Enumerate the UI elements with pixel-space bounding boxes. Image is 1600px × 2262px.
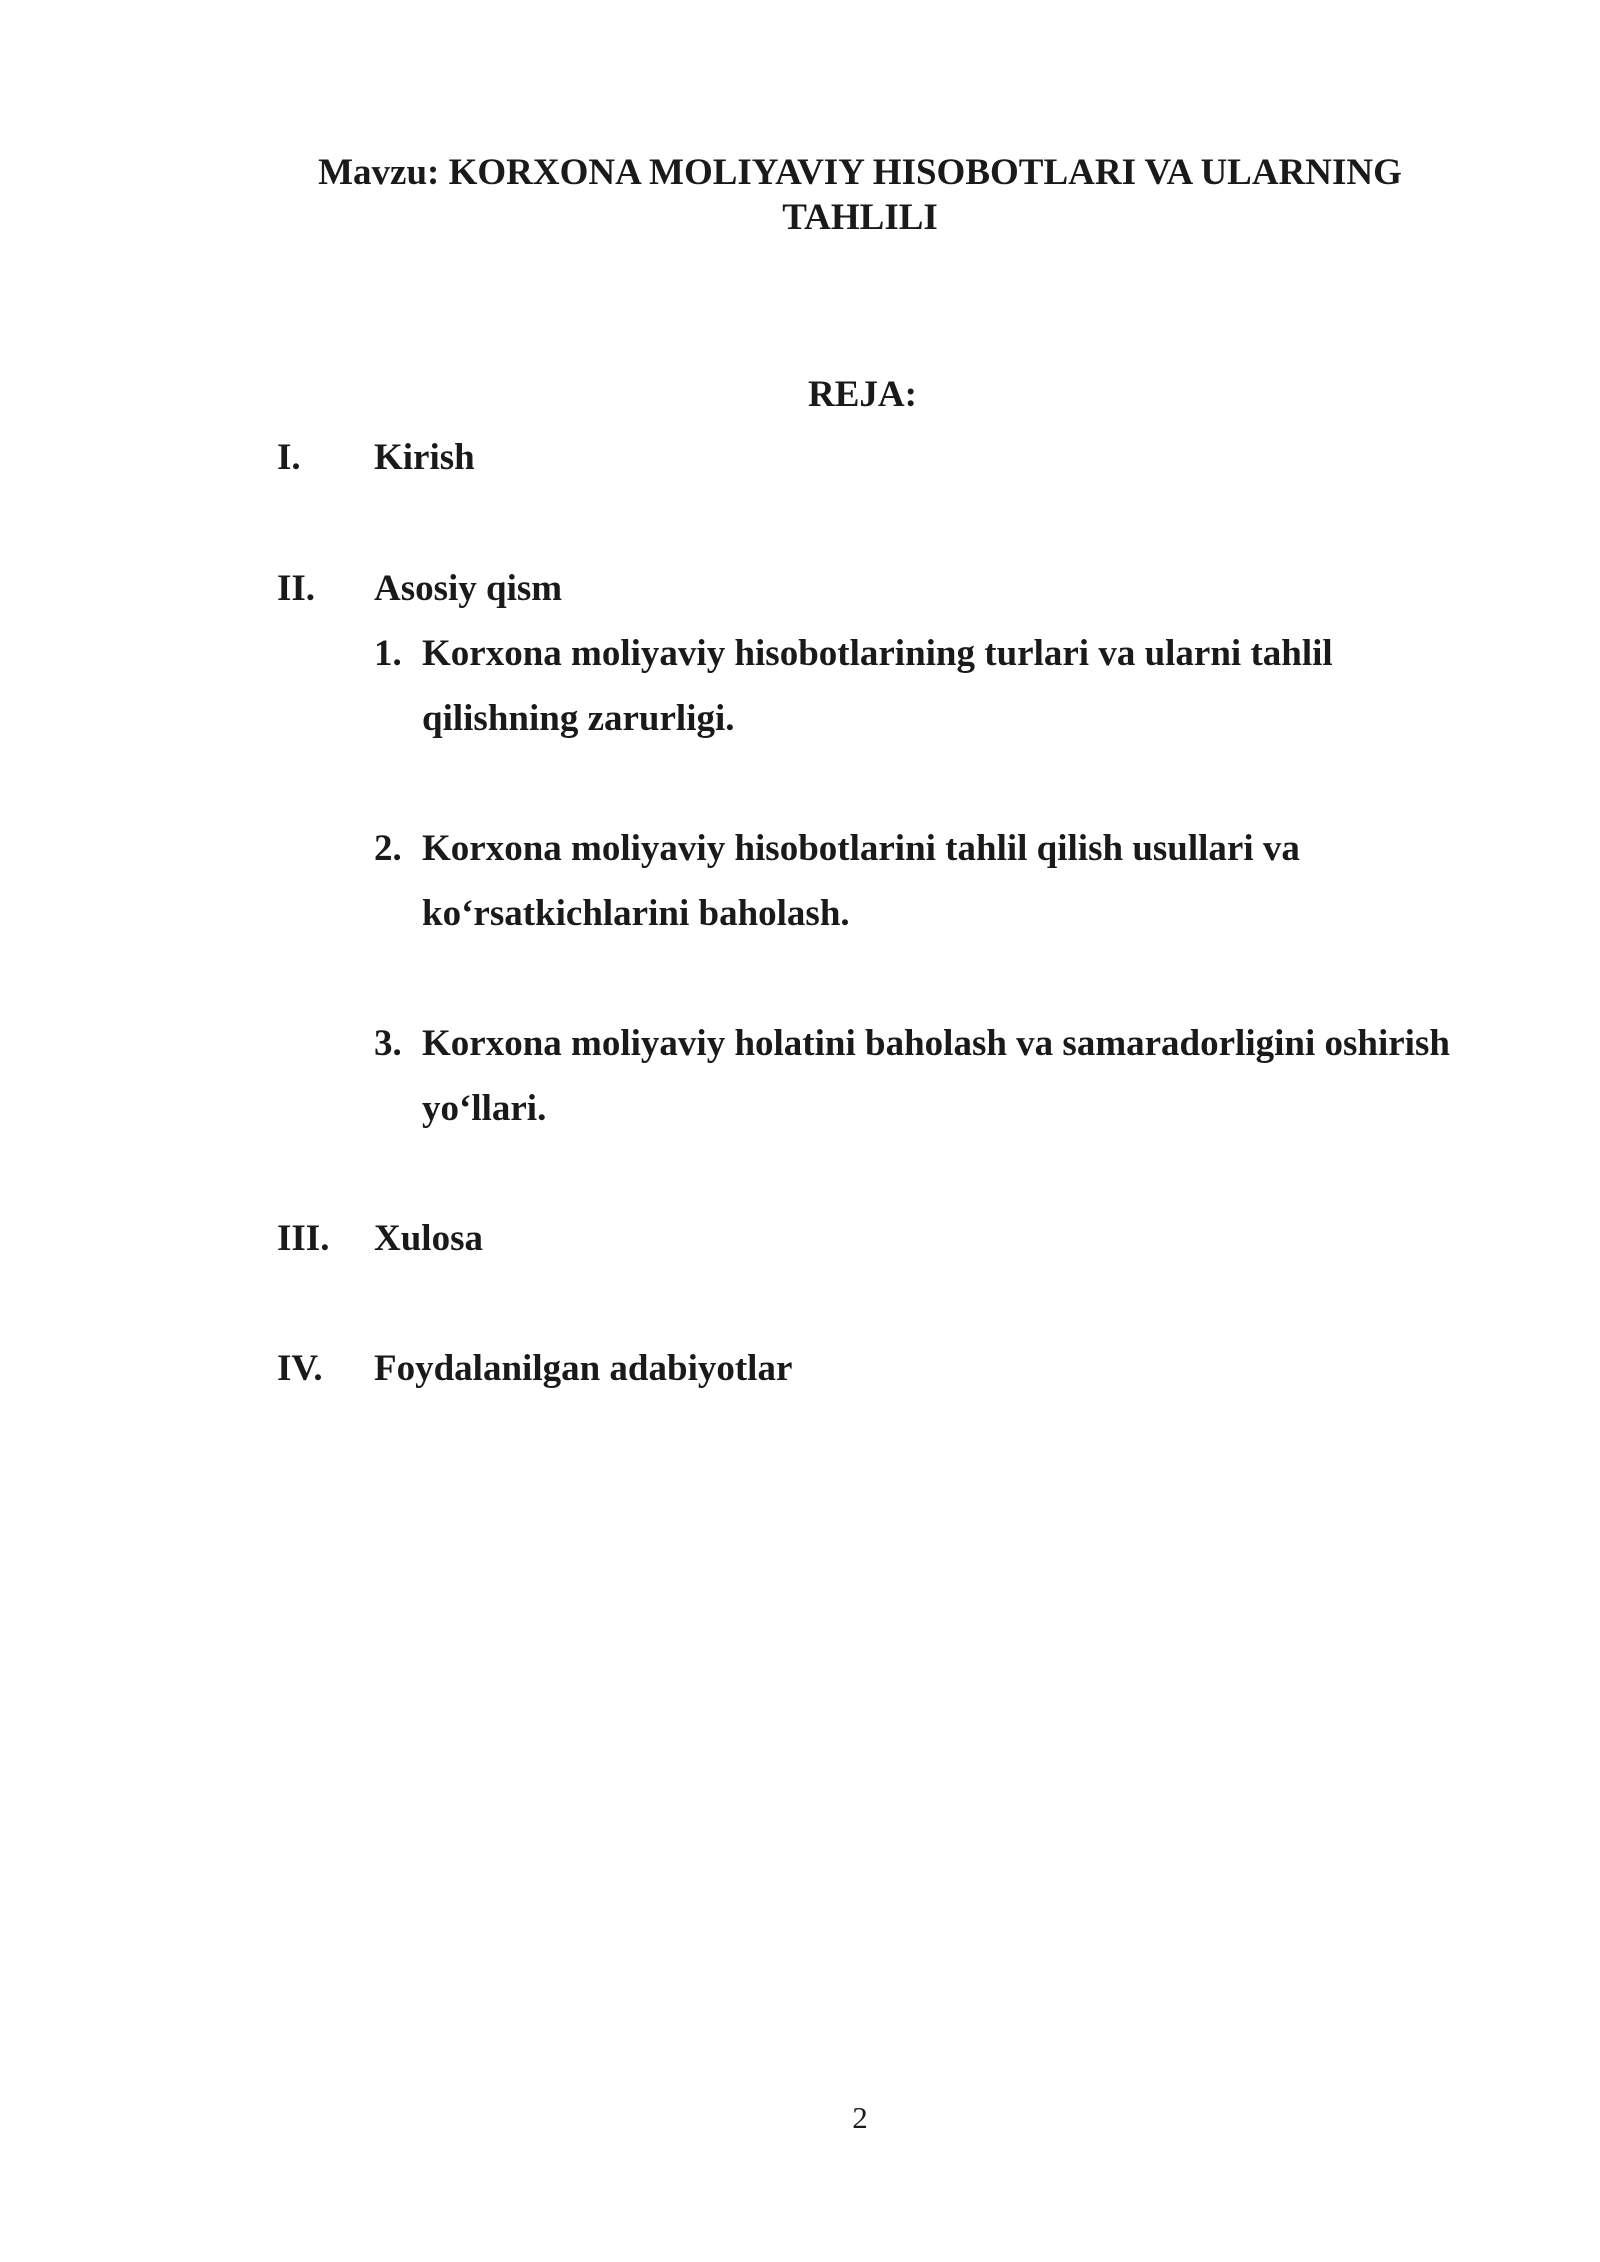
subsection-3-line-2: yo‘llari. [422, 1088, 547, 1129]
subsection-1-line-1: Korxona moliyaviy hisobotlarining turlari va ularni tahlil [422, 633, 1333, 674]
page-number: 2 [852, 2100, 868, 2135]
document-title [270, 150, 1450, 240]
plan-heading: REJA: [808, 374, 917, 415]
subsection-2-line-1: Korxona moliyaviy hisobotlarini tahlil qilish usullari va [422, 828, 1300, 869]
title-line-2: TAHLILI [782, 197, 938, 238]
subsection-2-line-2: ko‘rsatkichlarini baholash. [422, 893, 850, 934]
subsection-item-2 [422, 816, 1502, 946]
subsection-item-1 [422, 621, 1502, 751]
subsection-3-line-1: Korxona moliyaviy holatini baholash va samaradorligini oshirish [422, 1023, 1450, 1064]
section-numeral-4: IV. [277, 1348, 323, 1389]
subsection-1-line-2: qilishning zarurligi. [422, 698, 735, 739]
section-label-main: Asosiy qism [374, 568, 563, 609]
section-numeral-2: II. [277, 568, 316, 609]
subsection-item-3 [422, 1011, 1502, 1141]
title-line-1: Mavzu: KORXONA MOLIYAVIY HISOBOTLARI VA ULARNING [318, 152, 1402, 193]
subsection-number-1: 1. [374, 633, 402, 674]
section-label-intro: Kirish [374, 437, 475, 478]
subsection-number-3: 3. [374, 1023, 402, 1064]
section-numeral-3: III. [277, 1218, 330, 1259]
section-label-conclusion: Xulosa [374, 1218, 483, 1259]
section-label-references: Foydalanilgan adabiyotlar [374, 1348, 793, 1389]
subsection-number-2: 2. [374, 828, 402, 869]
section-numeral-1: I. [277, 437, 301, 478]
